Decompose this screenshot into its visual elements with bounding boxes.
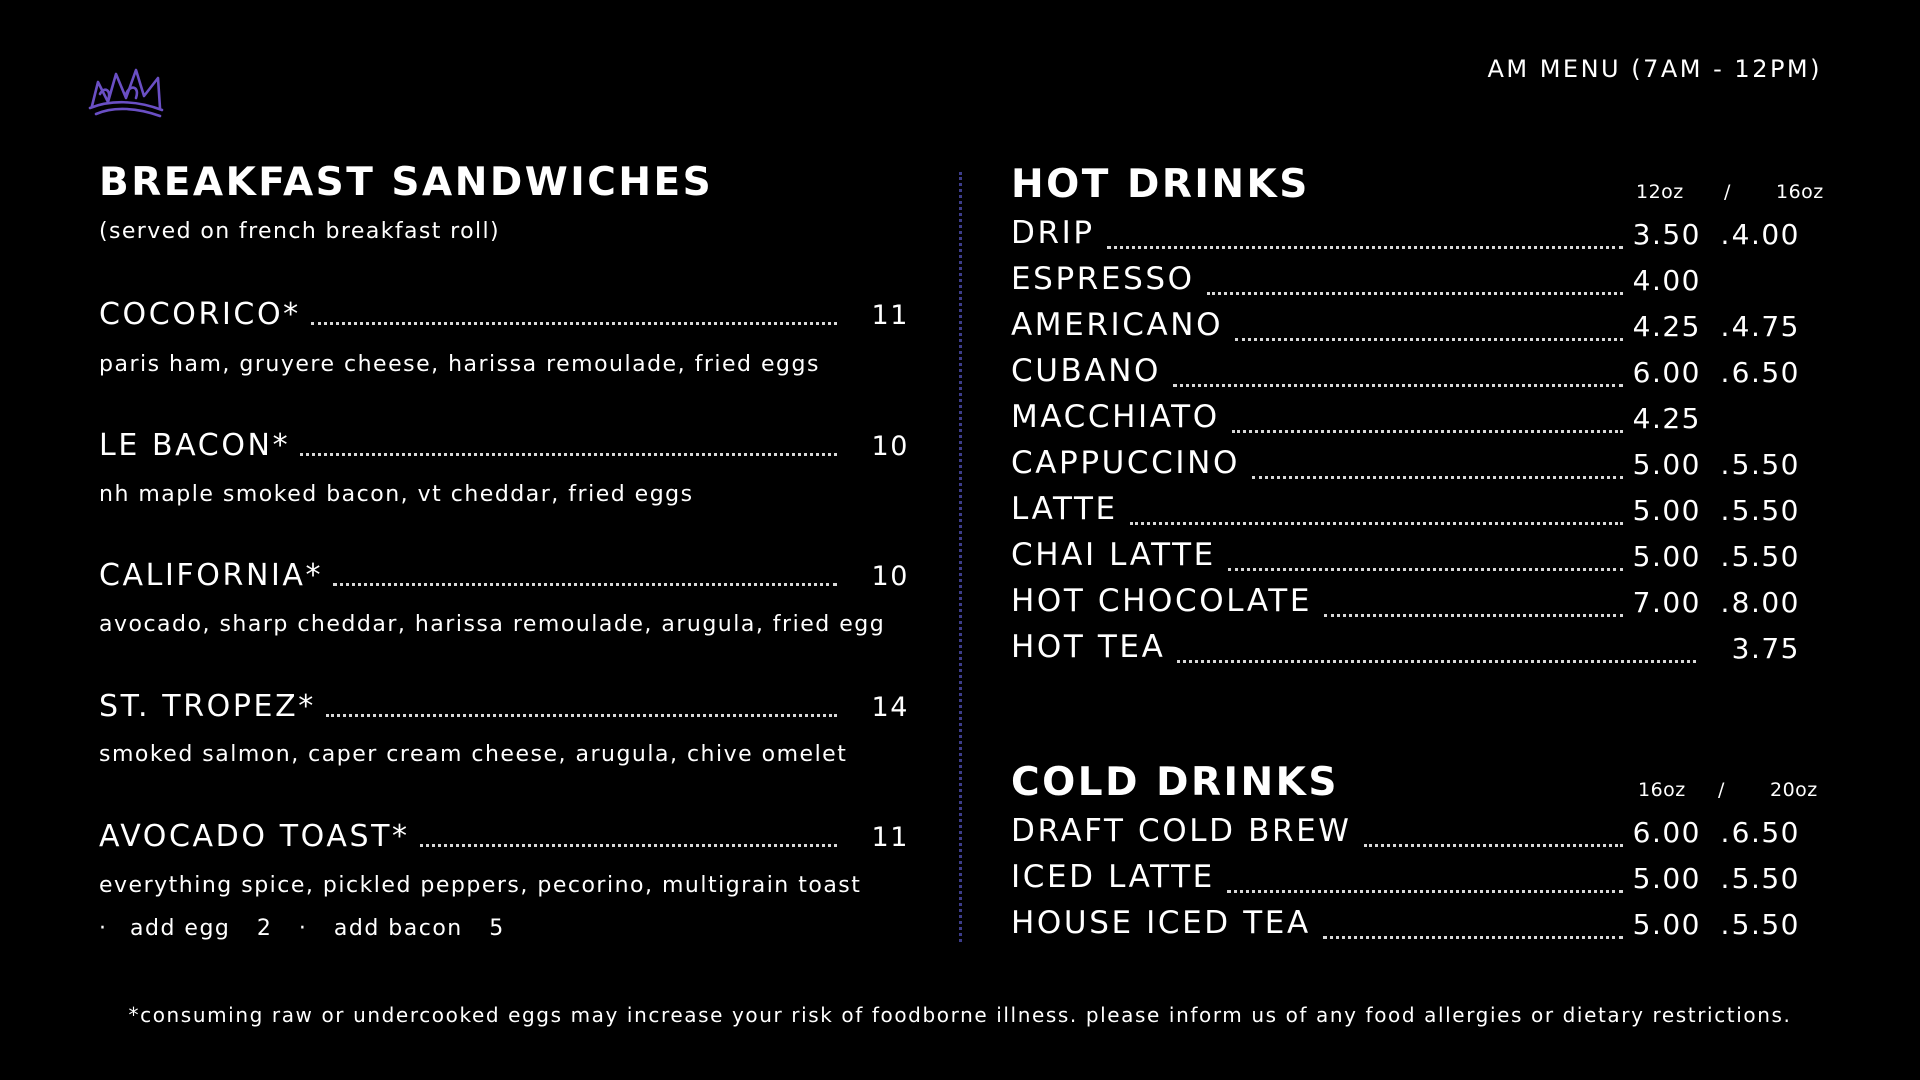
drink-price-small: 6.00 — [1632, 356, 1701, 389]
drink-price-large: 5.50 — [1731, 908, 1800, 941]
sandwich-price: 11 — [871, 300, 909, 331]
dot-leader — [1364, 844, 1623, 847]
sandwich-description: nh maple smoked bacon, vt cheddar, fried eggs — [99, 482, 694, 507]
menu-time-header: AM MENU (7AM - 12PM) — [1487, 55, 1822, 83]
drink-row — [1011, 307, 1821, 347]
dot-leader — [1323, 936, 1623, 939]
dot-leader — [333, 583, 837, 586]
drink-name: DRIP — [1011, 215, 1095, 251]
sandwich-name: AVOCADO TOAST* — [99, 819, 410, 854]
price-separator: . — [1720, 816, 1730, 849]
cold-size-separator: / — [1718, 779, 1725, 801]
drink-name: ICED LATTE — [1011, 859, 1215, 895]
sandwiches-subtitle: (served on french breakfast roll) — [99, 219, 500, 244]
hot-drinks-heading: HOT DRINKS — [1011, 162, 1310, 207]
drink-price-small: 4.25 — [1632, 402, 1701, 435]
sandwich-item — [99, 558, 909, 593]
drink-row — [1011, 905, 1821, 945]
drink-row — [1011, 445, 1821, 485]
drink-row — [1011, 859, 1821, 899]
sandwich-item — [99, 689, 909, 724]
drink-price-large: 8.00 — [1731, 586, 1800, 619]
cold-drinks-heading: COLD DRINKS — [1011, 760, 1339, 805]
sandwich-price: 14 — [871, 692, 909, 723]
price-separator: . — [1720, 356, 1730, 389]
dot-leader — [1227, 890, 1623, 893]
sandwich-item — [99, 297, 909, 332]
drink-price-small: 4.25 — [1632, 310, 1701, 343]
drink-row — [1011, 629, 1821, 669]
drink-price-small: 5.00 — [1632, 448, 1701, 481]
drink-name: HOUSE ICED TEA — [1011, 905, 1311, 941]
drink-price-large: 4.75 — [1731, 310, 1800, 343]
drink-price-small: 7.00 — [1632, 586, 1701, 619]
drink-name: CHAI LATTE — [1011, 537, 1216, 573]
drink-row — [1011, 215, 1821, 255]
addon-bacon-label: add bacon — [333, 916, 463, 941]
drink-row — [1011, 399, 1821, 439]
addon-egg-label: add egg — [130, 916, 231, 941]
hot-size-large: 16oz — [1776, 181, 1824, 203]
drink-row — [1011, 813, 1821, 853]
dot-leader — [1107, 246, 1623, 249]
dot-leader — [1232, 430, 1623, 433]
drink-price-small: 4.00 — [1632, 264, 1701, 297]
drink-price-large: 6.50 — [1731, 816, 1800, 849]
dot-leader — [311, 322, 838, 325]
drink-price-large: 5.50 — [1731, 862, 1800, 895]
sandwich-name: COCORICO* — [99, 297, 301, 332]
sandwich-description: avocado, sharp cheddar, harissa remoulade, arugula, fried egg — [99, 612, 886, 637]
allergy-disclaimer: *consuming raw or undercooked eggs may increase your risk of foodborne illness. please inform us of any food allergies or dietary restrictions. — [128, 1003, 1792, 1027]
addon-bullet: · — [298, 916, 308, 941]
cold-size-small: 16oz — [1638, 779, 1686, 801]
drink-price-large: 6.50 — [1731, 356, 1800, 389]
sandwich-price: 10 — [871, 561, 909, 592]
dot-leader — [1130, 522, 1623, 525]
drink-row — [1011, 261, 1821, 301]
cold-size-large: 20oz — [1770, 779, 1818, 801]
price-separator: . — [1720, 540, 1730, 573]
drink-name: AMERICANO — [1011, 307, 1224, 343]
hot-size-separator: / — [1724, 181, 1731, 203]
drink-price-large: 3.75 — [1731, 632, 1800, 665]
sandwich-item — [99, 428, 909, 463]
drink-price-small: 5.00 — [1632, 862, 1701, 895]
drink-price-large: 5.50 — [1731, 494, 1800, 527]
addon-egg-price: 2 — [256, 916, 273, 941]
drink-name: DRAFT COLD BREW — [1011, 813, 1352, 849]
sandwich-price: 10 — [871, 431, 909, 462]
sandwich-description: everything spice, pickled peppers, pecorino, multigrain toast — [99, 873, 862, 898]
price-separator: . — [1720, 586, 1730, 619]
drink-name: HOT CHOCOLATE — [1011, 583, 1313, 619]
drink-price-large: 5.50 — [1731, 448, 1800, 481]
drink-row — [1011, 537, 1821, 577]
drink-price-small: 5.00 — [1632, 908, 1701, 941]
sandwich-name: CALIFORNIA* — [99, 558, 324, 593]
drink-price-large: 4.00 — [1731, 218, 1800, 251]
drink-row — [1011, 353, 1821, 393]
sandwiches-heading: BREAKFAST SANDWICHES — [99, 160, 714, 205]
drink-name: MACCHIATO — [1011, 399, 1220, 435]
hot-size-small: 12oz — [1636, 181, 1684, 203]
column-divider — [959, 172, 962, 942]
crown-icon — [86, 64, 166, 126]
dot-leader — [1235, 338, 1623, 341]
dot-leader — [1228, 568, 1623, 571]
price-separator: . — [1720, 310, 1730, 343]
drink-name: CUBANO — [1011, 353, 1161, 389]
addon-bacon-price: 5 — [489, 916, 505, 941]
dot-leader — [1173, 384, 1623, 387]
drink-price-large: 5.50 — [1731, 540, 1800, 573]
sandwich-price: 11 — [871, 822, 909, 853]
sandwich-item — [99, 819, 909, 854]
drink-name: ESPRESSO — [1011, 261, 1195, 297]
addon-bullet: · — [99, 916, 108, 941]
drink-row — [1011, 583, 1821, 623]
price-separator: . — [1720, 218, 1730, 251]
dot-leader — [1207, 292, 1623, 295]
dot-leader — [420, 844, 838, 847]
price-separator: . — [1720, 448, 1730, 481]
dot-leader — [326, 714, 838, 717]
drink-name: CAPPUCCINO — [1011, 445, 1240, 481]
price-separator: . — [1720, 908, 1730, 941]
dot-leader — [1324, 614, 1623, 617]
price-separator: . — [1720, 494, 1730, 527]
price-separator: . — [1720, 862, 1730, 895]
sandwich-description: paris ham, gruyere cheese, harissa remoulade, fried eggs — [99, 352, 820, 377]
drink-price-small: 6.00 — [1632, 816, 1701, 849]
dot-leader — [300, 453, 837, 456]
sandwich-description: smoked salmon, caper cream cheese, arugula, chive omelet — [99, 742, 848, 767]
add-ons — [99, 916, 505, 941]
drink-name: HOT TEA — [1011, 629, 1166, 665]
drink-price-small: 5.00 — [1632, 494, 1701, 527]
drink-price-small: 3.50 — [1632, 218, 1701, 251]
dot-leader — [1252, 476, 1623, 479]
drink-name: LATTE — [1011, 491, 1118, 527]
drink-price-small: 5.00 — [1632, 540, 1701, 573]
dot-leader — [1177, 660, 1696, 663]
drink-row — [1011, 491, 1821, 531]
sandwich-name: LE BACON* — [99, 428, 291, 463]
sandwich-name: ST. TROPEZ* — [99, 689, 316, 724]
